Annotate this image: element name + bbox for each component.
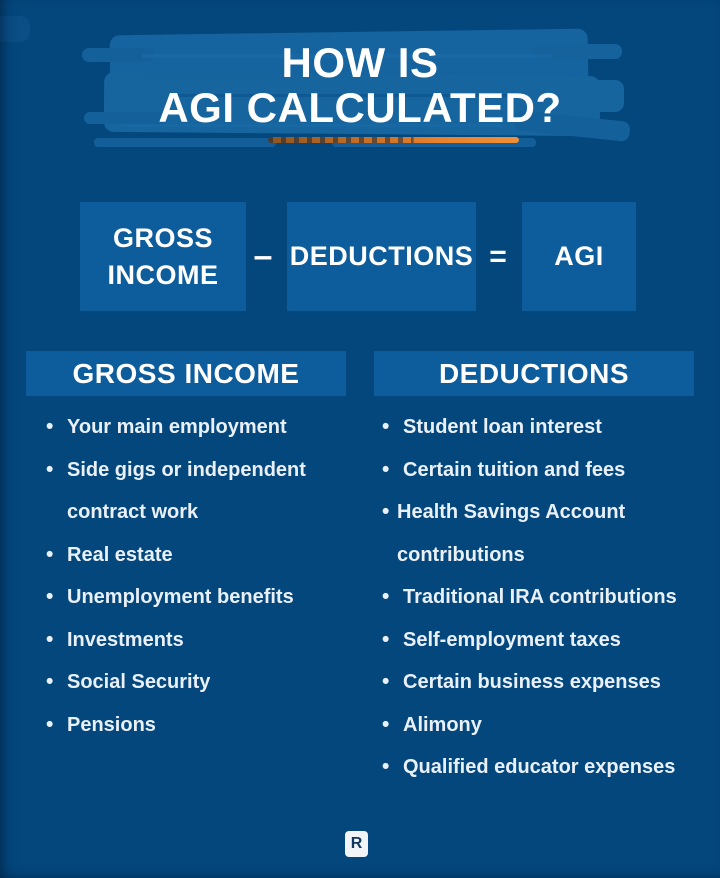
list-item-text: Health Savings Account contributions (397, 501, 626, 566)
title-line-2: AGI CALCULATED? (158, 84, 562, 131)
list-item-text: Self-employment taxes (403, 628, 621, 651)
agi-box (522, 202, 636, 311)
bullet-icon: • (382, 415, 390, 438)
list-item-text: Student loan interest (403, 416, 602, 438)
list-item (46, 661, 348, 704)
list-item (46, 406, 348, 449)
title-line-1: HOW IS (281, 39, 439, 86)
corner-smudge (0, 16, 30, 42)
deductions-box (287, 202, 476, 311)
list-item (46, 704, 348, 747)
bullet-icon: • (382, 755, 390, 778)
title-underline-accent (268, 137, 519, 143)
list-item-text: Investments (67, 628, 184, 651)
page-title (0, 40, 720, 130)
list-item-text: Your main employment (67, 416, 287, 438)
agi-box-label: AGI (554, 241, 604, 271)
bullet-icon: • (382, 712, 390, 736)
list-item (382, 491, 698, 576)
deductions-section-header (374, 351, 694, 396)
equals-operator: = (489, 239, 507, 273)
list-item-text: Side gigs or independent contract work (67, 458, 306, 523)
bullet-icon: • (46, 585, 54, 608)
list-item-text: Qualified educator expenses (403, 756, 676, 778)
gross-income-list (46, 406, 348, 746)
ramsey-logo-letter: R (350, 835, 363, 852)
bullet-icon: • (46, 712, 54, 736)
bullet-icon: • (46, 457, 54, 481)
list-item-text: Certain business expenses (403, 671, 661, 693)
list-item (382, 746, 698, 789)
list-item-text: Unemployment benefits (67, 586, 294, 608)
minus-operator: – (253, 237, 273, 275)
gross-income-box (80, 202, 246, 311)
list-item-text: Alimony (403, 713, 482, 736)
ramsey-logo (345, 831, 368, 857)
bullet-icon: • (46, 627, 54, 651)
list-item (382, 449, 698, 492)
deductions-box-label: DEDUCTIONS (289, 241, 474, 271)
list-item (382, 619, 698, 662)
deductions-list (382, 406, 698, 789)
bullet-icon: • (382, 457, 390, 481)
bullet-icon: • (382, 500, 390, 523)
list-item-text: Social Security (67, 671, 211, 693)
bullet-icon: • (46, 670, 54, 693)
list-item-text: Pensions (67, 713, 156, 736)
list-item (46, 576, 348, 619)
bullet-icon: • (382, 670, 390, 693)
list-item (382, 661, 698, 704)
list-item (46, 534, 348, 577)
list-item (382, 704, 698, 747)
gross-income-header-label: GROSS INCOME (72, 357, 300, 389)
bullet-icon: • (46, 415, 54, 438)
list-item (382, 576, 698, 619)
list-item (46, 449, 348, 534)
deductions-header-label: DEDUCTIONS (438, 357, 630, 389)
bullet-icon: • (46, 542, 54, 566)
list-item-text: Traditional IRA contributions (403, 586, 677, 608)
list-item (46, 619, 348, 662)
list-item (382, 406, 698, 449)
bullet-icon: • (382, 585, 390, 608)
gross-income-section-header (26, 351, 346, 396)
list-item-text: Certain tuition and fees (403, 458, 626, 481)
gross-income-box-label: GROSS INCOME (107, 222, 219, 290)
bullet-icon: • (382, 627, 390, 651)
list-item-text: Real estate (67, 543, 173, 566)
